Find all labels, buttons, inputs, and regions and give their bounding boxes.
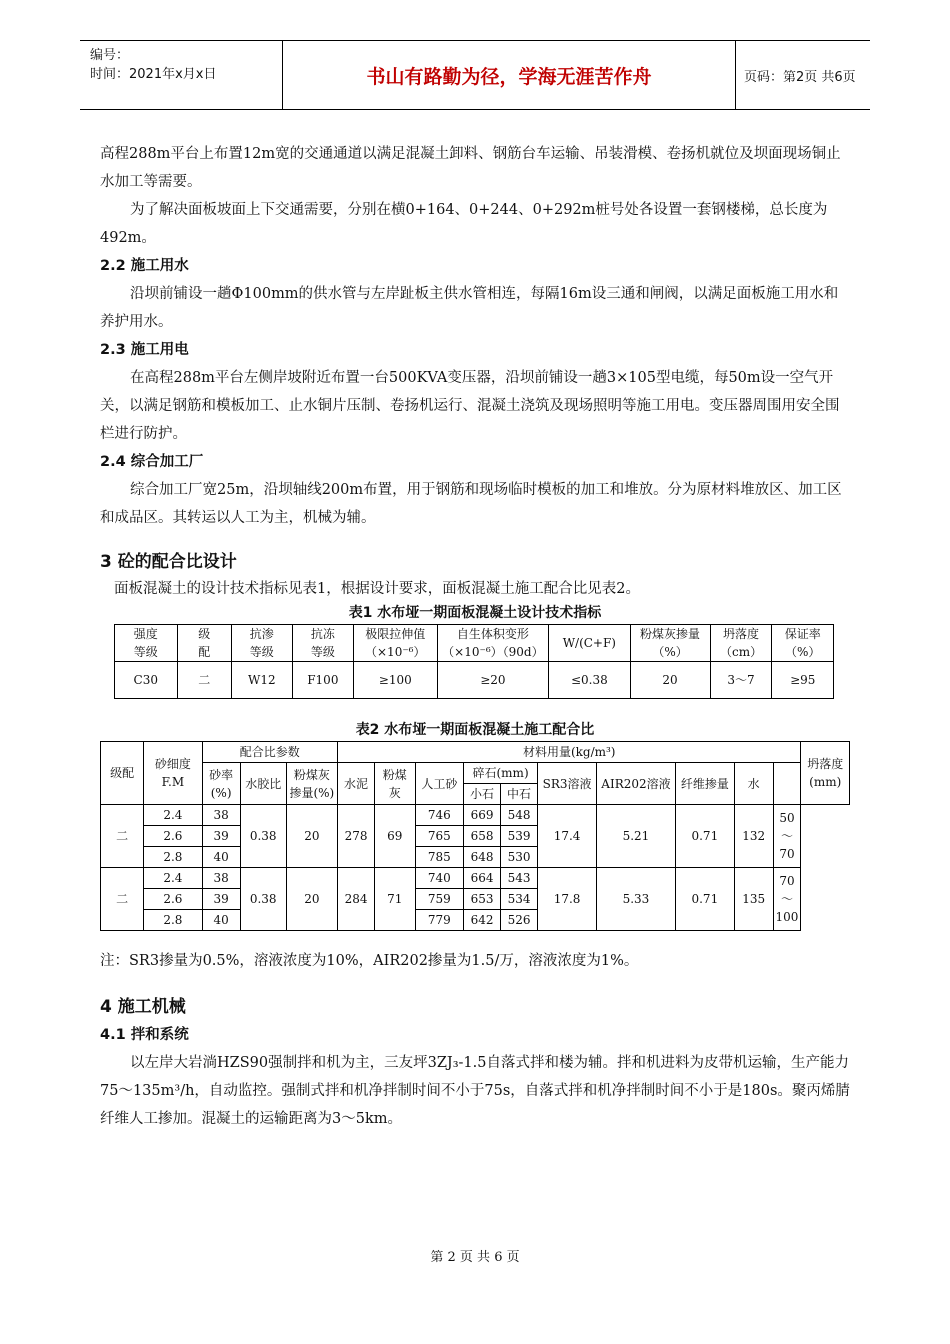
table-cell: 5.21 (597, 805, 676, 868)
table-header-cell: 粉煤灰掺量 （%） (630, 625, 710, 662)
table-row (115, 625, 834, 662)
section-heading: 2.2 施工用水 (100, 258, 189, 274)
table-cell: 2.8 (144, 910, 202, 931)
table-cell: 530 (501, 847, 538, 868)
table-cell: 548 (501, 805, 538, 826)
table-header-cell: 水泥 (338, 763, 375, 805)
table-cell: 740 (415, 868, 463, 889)
table-header-cell: 抗渗 等级 (231, 625, 292, 662)
table-cell: 70～100 (773, 868, 801, 931)
table-note: 注：SR3掺量为0.5%，溶液浓度为10%，AIR202掺量为1.5/万，溶液浓度为1%。 (100, 953, 639, 969)
section-heading: 2.4 综合加工厂 (100, 454, 204, 470)
table-cell: 664 (464, 868, 501, 889)
header-page: 页码：第2页 共6页 (744, 69, 856, 85)
header-motto: 书山有路勤为径，学海无涯苦作舟 (282, 41, 736, 109)
table-header-cell: 人工砂 (415, 763, 463, 805)
table-cell: 2.8 (144, 847, 202, 868)
document-body (100, 140, 850, 1133)
table-header-cell: 坍落度(mm) (801, 742, 850, 805)
table-header-cell: 纤维掺量 (675, 763, 734, 805)
chapter-heading: 3 砼的配合比设计 (100, 552, 237, 572)
table-cell: 17.8 (538, 868, 597, 931)
table2-caption: 表2 水布垭一期面板混凝土施工配合比 (355, 722, 595, 738)
table-cell: 50～70 (773, 805, 801, 868)
table2 (100, 741, 850, 931)
table-cell: 3～7 (710, 662, 772, 699)
table-header-cell: 材料用量(kg/m³) (338, 742, 801, 763)
table-cell: 二 (101, 868, 144, 931)
paragraph: 面板混凝土的设计技术指标见表1，根据设计要求，面板混凝土施工配合比见表2。 (114, 581, 640, 597)
table-cell: 534 (501, 889, 538, 910)
table-row (101, 763, 850, 784)
table-row (101, 805, 850, 826)
table1-caption: 表1 水布垭一期面板混凝土设计技术指标 (348, 605, 602, 621)
table-cell: 2.4 (144, 868, 202, 889)
table-cell: 759 (415, 889, 463, 910)
table1 (114, 624, 834, 699)
table-row (115, 662, 834, 699)
table-cell: 20 (630, 662, 710, 699)
table-cell: 785 (415, 847, 463, 868)
table-cell: 0.71 (675, 805, 734, 868)
table-cell: 653 (464, 889, 501, 910)
table-header-cell: AIR202溶液 (597, 763, 676, 805)
table-cell: 71 (375, 868, 416, 931)
table-cell: 0.38 (240, 805, 286, 868)
table-cell: 543 (501, 868, 538, 889)
table-cell: ≤0.38 (549, 662, 630, 699)
table-cell: 69 (375, 805, 416, 868)
table-cell: C30 (115, 662, 178, 699)
header-time: 时间：2021年x月x日 (90, 67, 217, 82)
table-header-cell: 粉煤灰 (375, 763, 416, 805)
table-cell: ≥20 (437, 662, 549, 699)
chapter-heading: 4 施工机械 (100, 997, 186, 1017)
table-header-cell: 保证率 （%） (772, 625, 834, 662)
page-header (80, 40, 870, 110)
table-cell: 669 (464, 805, 501, 826)
table-cell: ≥100 (353, 662, 437, 699)
table-cell: 二 (101, 805, 144, 868)
table-header-cell: 抗冻 等级 (292, 625, 353, 662)
table-header-cell: 碎石(mm) (464, 763, 538, 784)
table-cell: 642 (464, 910, 501, 931)
table-cell: 765 (415, 826, 463, 847)
table-header-cell: 配合比参数 (202, 742, 338, 763)
table-cell: 526 (501, 910, 538, 931)
paragraph: 以左岸大岩淌HZS90强制拌和机为主，三友坪3ZJ₃-1.5自落式拌和楼为辅。拌和机进料为皮带机运输，生产能力75～135m³/h，自动监控。强制式拌和机净拌制时间不小于75s，自落式拌和机净拌制时间不小于是180s。聚丙烯腈纤维人工掺加。混凝土的运输距离为3～5km。 (100, 1055, 850, 1127)
table-cell: 746 (415, 805, 463, 826)
paragraph: 综合加工厂宽25m，沿坝轴线200m布置，用于钢筋和现场临时模板的加工和堆放。分为原材料堆放区、加工区和成品区。其转运以人工为主，机械为辅。 (100, 482, 842, 526)
table-header-cell: 中石 (501, 784, 538, 805)
paragraph: 高程288m平台上布置12m宽的交通通道以满足混凝土卸料、钢筋台车运输、吊装滑模、卷扬机就位及坝面现场铜止水加工等需要。 (100, 146, 841, 190)
table-header-cell: W/(C+F) (549, 625, 630, 662)
table-header-cell: 水 (734, 763, 773, 805)
header-meta (80, 41, 280, 109)
table-header-cell: 自生体积变形 （×10⁻⁶）（90d） (437, 625, 549, 662)
table-header-cell: 极限拉伸值 （×10⁻⁶） (353, 625, 437, 662)
table-cell: 0.38 (240, 868, 286, 931)
table-cell: 二 (177, 662, 231, 699)
table-cell: 40 (202, 910, 240, 931)
table-cell: 38 (202, 805, 240, 826)
paragraph: 为了解决面板坡面上下交通需要，分别在横0+164、0+244、0+292m桩号处各设置一套钢楼梯，总长度为492m。 (100, 202, 828, 246)
table-header-cell: 砂率(%) (202, 763, 240, 805)
table-cell: 38 (202, 868, 240, 889)
table-cell: 17.4 (538, 805, 597, 868)
table-cell: 40 (202, 847, 240, 868)
table-header-cell: 小石 (464, 784, 501, 805)
table-cell: 20 (286, 805, 337, 868)
table-header-cell: 级配 (101, 742, 144, 805)
table-row (101, 868, 850, 889)
table-cell: 2.4 (144, 805, 202, 826)
section-heading: 4.1 拌和系统 (100, 1027, 189, 1043)
section-heading: 2.3 施工用电 (100, 342, 189, 358)
table-header-cell: 水胶比 (240, 763, 286, 805)
table-cell: W12 (231, 662, 292, 699)
table-cell: 2.6 (144, 889, 202, 910)
table-header-cell: SR3溶液 (538, 763, 597, 805)
table-cell: 5.33 (597, 868, 676, 931)
page-footer: 第 2 页 共 6 页 (430, 1250, 520, 1265)
table-cell: 779 (415, 910, 463, 931)
table-cell: 39 (202, 826, 240, 847)
table-cell: 2.6 (144, 826, 202, 847)
table-cell: 658 (464, 826, 501, 847)
paragraph: 沿坝前铺设一趟Φ100mm的供水管与左岸趾板主供水管相连，每隔16m设三通和闸阀，以满足面板施工用水和养护用水。 (100, 286, 839, 330)
table-header-cell: 强度 等级 (115, 625, 178, 662)
table-header-cell: 粉煤灰掺量(%) (286, 763, 337, 805)
table-cell: 135 (734, 868, 773, 931)
table-cell: 539 (501, 826, 538, 847)
paragraph: 在高程288m平台左侧岸坡附近布置一台500KVA变压器，沿坝前铺设一趟3×105型电缆，每50m设一空气开关，以满足钢筋和模板加工、止水铜片压制、卷扬机运行、混凝土浇筑及现场照明等施工用电。变压器周围用安全围栏进行防护。 (100, 370, 840, 442)
table-header-cell: 坍落度 （cm） (710, 625, 772, 662)
table-header-cell: 砂细度F.M (144, 742, 202, 805)
table-cell: 284 (338, 868, 375, 931)
table-cell: F100 (292, 662, 353, 699)
table-cell: ≥95 (772, 662, 834, 699)
table-cell: 39 (202, 889, 240, 910)
table-cell: 0.71 (675, 868, 734, 931)
table-cell: 20 (286, 868, 337, 931)
header-number: 编号： (90, 48, 130, 63)
table-cell: 648 (464, 847, 501, 868)
table-row (101, 742, 850, 763)
table-header-cell: 级 配 (177, 625, 231, 662)
table-cell: 132 (734, 805, 773, 868)
table-cell: 278 (338, 805, 375, 868)
